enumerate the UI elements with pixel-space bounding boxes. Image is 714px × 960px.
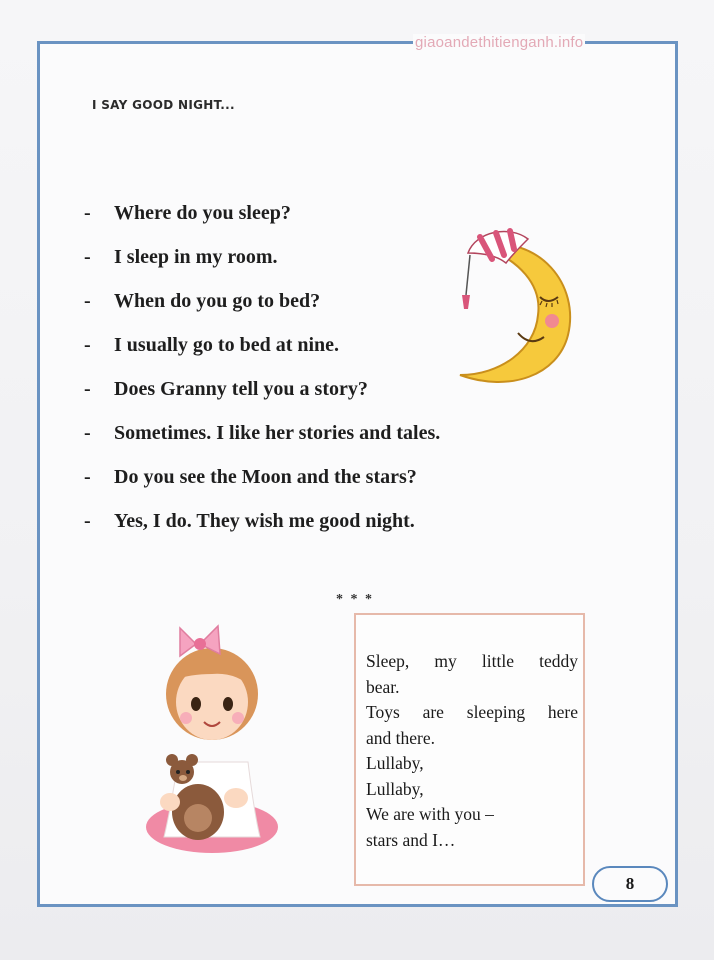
poem-line: Lullaby, <box>366 778 424 799</box>
poem-line: stars and I… <box>366 829 456 850</box>
dialogue-line-text: I usually go to bed at nine. <box>114 334 340 356</box>
dialogue-line-text: When do you go to bed? <box>114 290 321 312</box>
girl-with-teddy-illustration <box>140 622 290 862</box>
dialogue-line-text: I sleep in my room. <box>114 246 278 268</box>
dialogue-line-text: Sometimes. I like her stories and tales. <box>114 422 441 444</box>
poem-line: Toys are sleeping here <box>366 702 578 722</box>
poem-line: We are with you – <box>366 804 494 824</box>
dialogue-line-text: Where do you sleep? <box>114 202 291 224</box>
poem-box <box>354 613 585 886</box>
poem-line: Lullaby, <box>366 753 424 773</box>
poem-line: Sleep, my little teddy <box>366 651 578 671</box>
dialogue-line-text: Yes, I do. They wish me good night. <box>114 510 415 532</box>
section-separator: * * * <box>336 592 374 607</box>
poem <box>366 649 578 853</box>
watermark: giaoandethitienganh.info <box>415 34 584 51</box>
page-number-badge: 8 <box>592 866 668 902</box>
sleeping-moon-illustration <box>440 225 580 395</box>
poem-line: bear. <box>366 676 400 697</box>
dialogue-line-text: Do you see the Moon and the stars? <box>114 466 417 488</box>
page-title: I SAY GOOD NIGHT... <box>92 98 235 112</box>
dialogue-line-text: Does Granny tell you a story? <box>114 378 368 400</box>
poem-line: and there. <box>366 727 435 748</box>
